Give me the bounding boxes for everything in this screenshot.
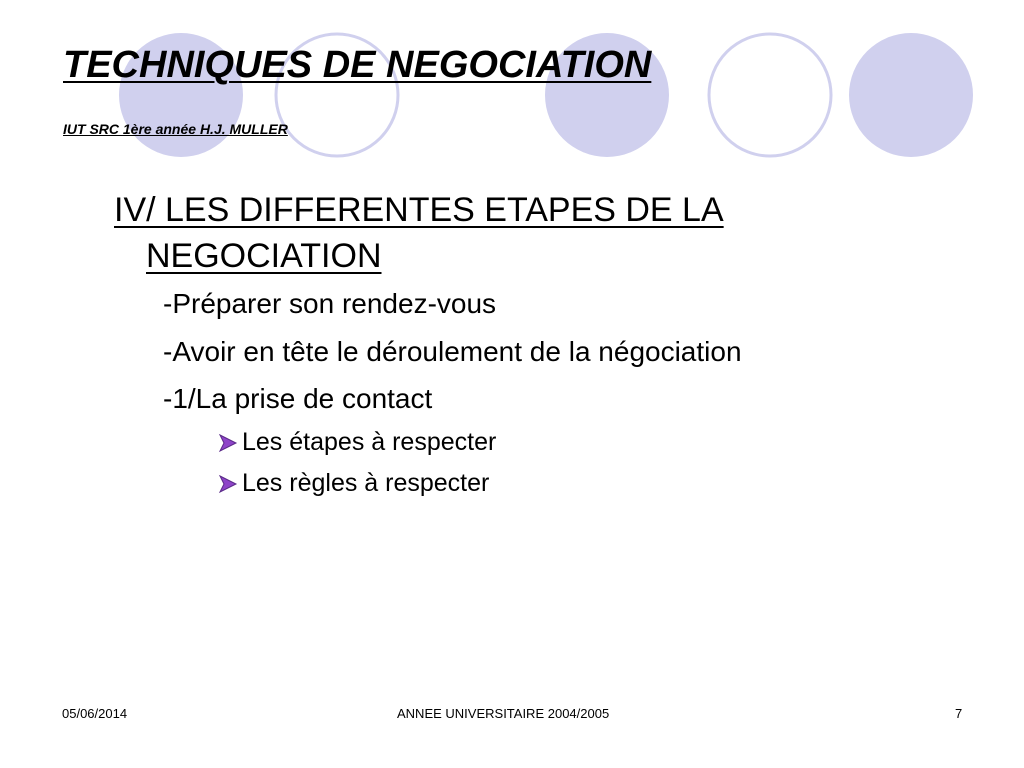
section-heading-line1: IV/ LES DIFFERENTES ETAPES DE LA <box>114 191 724 229</box>
circle-filled-3 <box>849 33 973 157</box>
decorative-circles <box>0 0 1024 200</box>
sub-list-item <box>217 428 496 457</box>
arrow-bullet-icon <box>217 433 239 453</box>
list-item: -Avoir en tête le déroulement de la négociation <box>163 336 742 367</box>
page-number: 7 <box>955 706 963 721</box>
sub-list-item <box>217 469 489 498</box>
section-heading <box>114 187 834 279</box>
arrow-bullet-icon <box>217 474 239 494</box>
footer-center-text: ANNEE UNIVERSITAIRE 2004/2005 <box>397 706 610 721</box>
circle-outline-2 <box>709 34 831 156</box>
sub-list-item-label: Les étapes à respecter <box>242 428 497 456</box>
sub-list-item-label: Les règles à respecter <box>242 469 490 497</box>
list-item: -Préparer son rendez-vous <box>163 288 497 319</box>
footer-date: 05/06/2014 <box>62 706 128 721</box>
slide-title: TECHNIQUES DE NEGOCIATION <box>63 44 652 86</box>
slide-subtitle: IUT SRC 1ère année H.J. MULLER <box>63 121 288 137</box>
section-heading-line2: NEGOCIATION <box>146 237 382 275</box>
list-item: -1/La prise de contact <box>163 383 433 414</box>
